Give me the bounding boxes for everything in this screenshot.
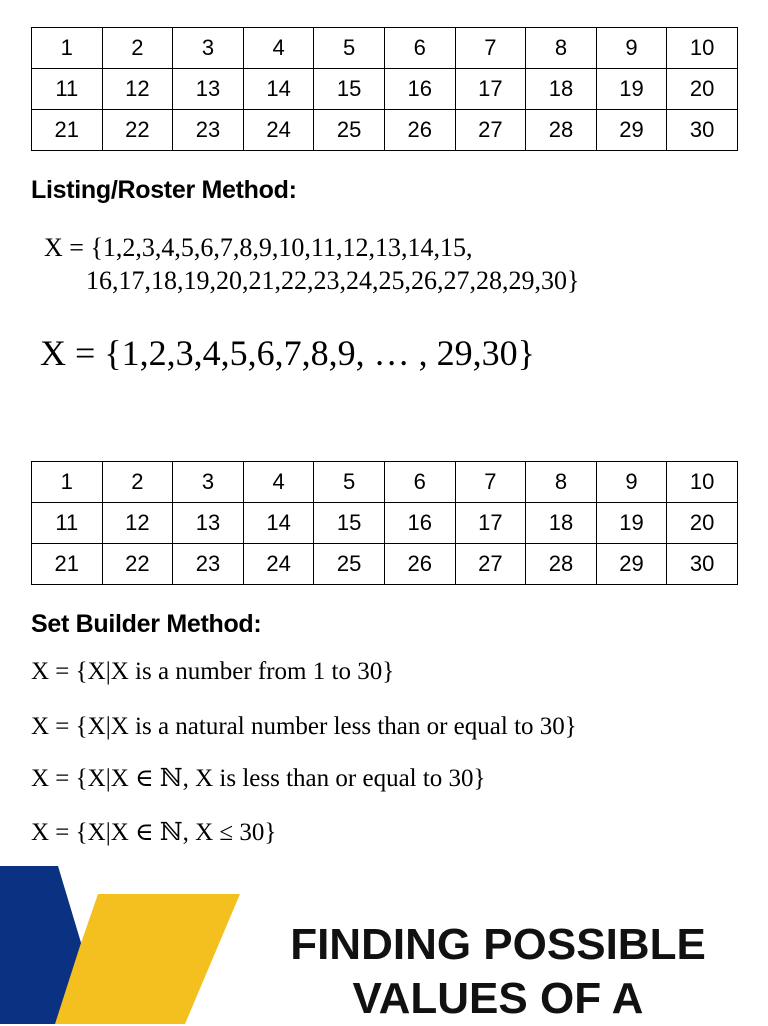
table-cell: 12 [102,503,173,544]
table-cell: 9 [596,462,667,503]
roster-heading: Listing/Roster Method: [31,176,297,204]
table-cell: 22 [102,544,173,585]
table-cell: 25 [314,110,385,151]
table-row [32,503,738,544]
table-row [32,110,738,151]
table-cell: 25 [314,544,385,585]
table-cell: 9 [596,28,667,69]
set-builder-line-2: X = {X|X is a natural number less than or equal to 30} [31,713,577,740]
table-cell: 2 [102,462,173,503]
number-table-2 [31,461,738,585]
table-cell: 6 [384,462,455,503]
table-cell: 14 [243,69,314,110]
table-cell: 3 [173,28,244,69]
table-row [32,462,738,503]
table-cell: 27 [455,544,526,585]
table-cell: 8 [526,462,597,503]
table-cell: 10 [667,462,738,503]
table-cell: 7 [455,28,526,69]
banner-title [268,918,728,1026]
roster-line-2: 16,17,18,19,20,21,22,23,24,25,26,27,28,29,30} [86,266,580,295]
set-builder-line-1: X = {X|X is a number from 1 to 30} [31,658,395,685]
table-cell: 18 [526,69,597,110]
number-table-1-body [32,28,738,151]
table-cell: 11 [32,503,103,544]
table-cell: 23 [173,110,244,151]
table-cell: 10 [667,28,738,69]
table-cell: 26 [384,544,455,585]
table-cell: 30 [667,110,738,151]
table-cell: 24 [243,110,314,151]
table-cell: 7 [455,462,526,503]
table-cell: 5 [314,28,385,69]
table-cell: 16 [384,69,455,110]
table-cell: 24 [243,544,314,585]
roster-short-form: X = {1,2,3,4,5,6,7,8,9, … , 29,30} [40,333,535,373]
table-cell: 17 [455,503,526,544]
table-cell: 15 [314,69,385,110]
table-cell: 11 [32,69,103,110]
table-cell: 29 [596,110,667,151]
table-cell: 28 [526,544,597,585]
table-cell: 29 [596,544,667,585]
banner-title-line-1: FINDING POSSIBLE [290,920,706,969]
table-cell: 14 [243,503,314,544]
table-cell: 21 [32,544,103,585]
set-builder-heading: Set Builder Method: [31,610,262,638]
table-cell: 1 [32,462,103,503]
table-cell: 13 [173,503,244,544]
table-cell: 28 [526,110,597,151]
table-row [32,544,738,585]
set-builder-line-4: X = {X|X ∈ ℕ, X ≤ 30} [31,819,277,846]
table-cell: 5 [314,462,385,503]
table-cell: 6 [384,28,455,69]
table-cell: 18 [526,503,597,544]
table-cell: 15 [314,503,385,544]
set-builder-line-3: X = {X|X ∈ ℕ, X is less than or equal to 30} [31,765,486,792]
table-cell: 12 [102,69,173,110]
table-cell: 1 [32,28,103,69]
banner-title-line-2: VALUES OF A [352,974,644,1023]
table-cell: 4 [243,462,314,503]
table-cell: 17 [455,69,526,110]
number-table-2-body [32,462,738,585]
table-row [32,69,738,110]
roster-line-1: X = {1,2,3,4,5,6,7,8,9,10,11,12,13,14,15, [44,233,473,262]
table-cell: 16 [384,503,455,544]
table-cell: 19 [596,69,667,110]
table-cell: 2 [102,28,173,69]
table-cell: 21 [32,110,103,151]
table-cell: 30 [667,544,738,585]
table-row [32,28,738,69]
table-cell: 20 [667,503,738,544]
table-cell: 13 [173,69,244,110]
yellow-stripe-shape [55,894,240,1024]
table-cell: 19 [596,503,667,544]
table-cell: 4 [243,28,314,69]
table-cell: 8 [526,28,597,69]
table-cell: 22 [102,110,173,151]
table-cell: 23 [173,544,244,585]
table-cell: 3 [173,462,244,503]
table-cell: 27 [455,110,526,151]
table-cell: 20 [667,69,738,110]
number-table-1 [31,27,738,151]
table-cell: 26 [384,110,455,151]
